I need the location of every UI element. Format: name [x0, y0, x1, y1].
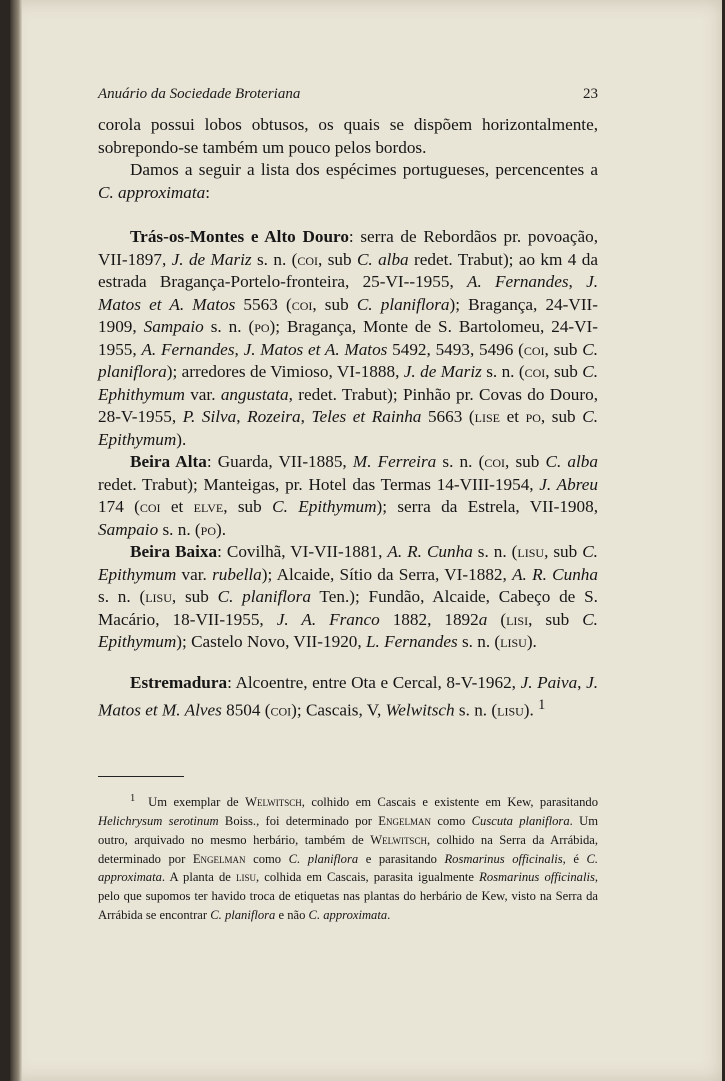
intro-2-text: Damos a seguir a lista dos espécimes portugueses, percencentes a — [130, 160, 598, 179]
specimens-tras-os-montes: Trás-os-Montes e Alto Douro: serra de Rebordãos pr. povoação, VII-1897, J. de Mariz s. n. (coi, sub C. alba redet. Trabut); ao km 4 da estrada Bragança-Portelo-fronteira, 25-VI--1955, A. Fernandes, J. Matos et A. Matos 5563 (coi, sub C. planiflora); Bragança, 24-VII-1909, Sampaio s. n. (po); Bragança, Monte de S. Bartolomeu, 24-VI-1955, A. Fernandes, J. Matos et A. Matos 5492, 5493, 5496 (coi, sub C. planiflora); arredores de Vimioso, VI-1888, J. de Mariz s. n. (coi, sub C. Ephithymum var. angustata, redet. Trabut); Pinhão pr. Covas do Douro, 28-V-1955, P. Silva, Rozeira, Teles et Rainha 5663 (lise et po, sub C. Epithymum). — [98, 227, 598, 449]
specimens-beira-baixa: Beira Baixa: Covilhã, VI-VII-1881, A. R. Cunha s. n. (lisu, sub C. Epithymum var. rubella); Alcaide, Sítio da Serra, VI-1882, A. R. Cunha s. n. (lisu, sub C. planiflora Ten.); Fundão, Alcaide, Cabeço de S. Macário, 18-VII-1955, J. A. Franco 1882, 1892a (lisi, sub C. Epithymum); Castelo Novo, VII-1920, L. Fernandes s. n. (lisu). — [98, 542, 598, 651]
region-heading-beira-baixa: Beira Baixa — [130, 542, 218, 561]
intro-paragraph-2 — [98, 159, 598, 204]
main-text — [98, 114, 598, 722]
region-heading-beira-alta: Beira Alta — [130, 452, 207, 471]
footnote-separator — [98, 776, 184, 777]
intro-2-end: : — [205, 182, 211, 202]
page-binding-edge — [10, 0, 22, 1081]
footnote-marker: 1 — [130, 793, 136, 804]
region-heading-estremadura: Estremadura — [130, 672, 228, 692]
specimens-beira-alta: Beira Alta: Guarda, VII-1885, M. Ferreira s. n. (coi, sub C. alba redet. Trabut); Manteigas, pr. Hotel das Termas 14-VIII-1954, J. Abreu 174 (coi et elve, sub C. Epithymum); serra da Estrela, VII-1908, Sampaio s. n. (po). — [98, 452, 599, 539]
journal-title: Anuário da Sociedade Broteriana — [98, 86, 301, 102]
region-heading-tmad: Trás-os-Montes e Alto Douro — [130, 227, 349, 246]
running-header — [98, 86, 598, 110]
document-page — [10, 0, 722, 1081]
specimens-estremadura: Estremadura: Alcoentre, entre Ota e Cercal, 8-V-1962, J. Paiva, J. Matos et M. Alves 8504 (coi); Cascais, V, Welwitsch s. n. (lisu). $^1$ — [98, 672, 598, 720]
intro-2-species: C. approximata — [98, 182, 206, 202]
footnote — [98, 790, 598, 925]
footnote-text: $^1$ Um exemplar de Welwitsch, colhido em Cascais e existente em Kew, parasitando Helichrysum serotinum Boiss., foi determinado por Engelman como Cuscuta planiflora. Um outro, arquivado no mesmo herbário, também de Welwitsch, colhido na Serra da Arrábida, determinado por Engelman como C. planiflora e parasitando Rosmarinus officinalis, é C. approximata. A planta de lisu, colhida em Cascais, parasita igualmente Rosmarinus officinalis, pelo que supomos ter havido troca de etiquetas nas plantas do herbário de Kew, visto na Serra da Arrábida se encontrar C. planiflora e não C. approximata. — [98, 793, 599, 922]
page-number: 23 — [583, 86, 598, 102]
intro-paragraph-1: corola possui lobos obtusos, os quais se dispõem horizontalmente, sobrepondo-se também um pouco pelos bordos. — [98, 115, 598, 157]
